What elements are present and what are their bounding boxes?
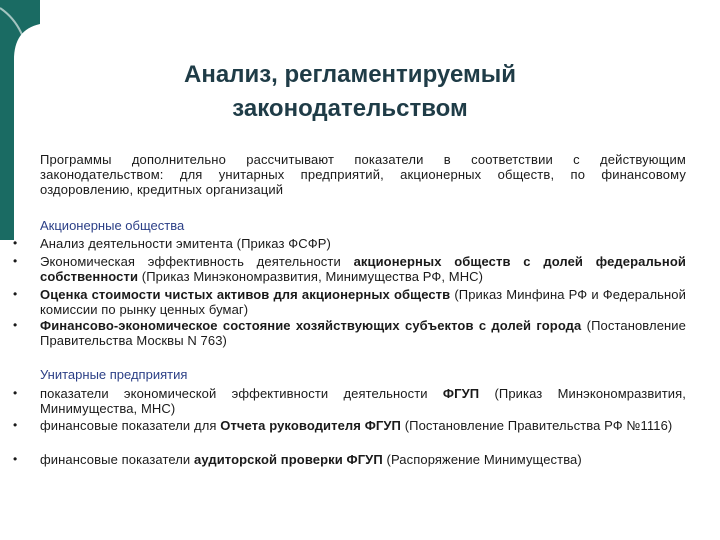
bullet: • — [13, 418, 18, 432]
section-heading-joint-stock: Акционерные общества — [40, 218, 185, 233]
bullet: • — [13, 254, 18, 268]
bullet: • — [13, 386, 18, 400]
list-item: Оценка стоимости чистых активов для акционерных обществ (Приказ Минфина РФ и Федеральной комиссии по рынку ценных бумаг) — [40, 287, 686, 317]
corner-decoration — [0, 0, 40, 240]
bullet: • — [13, 452, 18, 466]
title-line-2: законодательством — [232, 95, 468, 122]
bullet: • — [13, 287, 18, 301]
title-line-1: Анализ, регламентируемый — [184, 61, 516, 88]
list-item: показатели экономической эффективности деятельности ФГУП (Приказ Минэкономразвития, Минимущества, МНС) — [40, 386, 687, 416]
list-item: финансовые показатели аудиторской проверки ФГУП (Распоряжение Минимущества) — [40, 452, 582, 467]
section-heading-unitary: Унитарные предприятия — [40, 367, 188, 382]
list-item: Финансово-экономическое состояние хозяйствующих субъектов с долей города (Постановление Правительства Москвы N 763) — [40, 318, 686, 348]
page-title — [110, 58, 590, 126]
bullet: • — [13, 318, 18, 332]
intro-paragraph: Программы дополнительно рассчитывают показатели в соответствии с действующим законодательством: для унитарных предприятий, акционерных обществ, по финансовому оздоровлению, кредитных организаций — [40, 152, 686, 197]
list-item: Экономическая эффективность деятельности акционерных обществ с долей федеральной собственности (Приказ Минэкономразвития, Минимущества РФ, МНС) — [40, 254, 686, 284]
list-item: финансовые показатели для Отчета руководителя ФГУП (Постановление Правительства РФ №1116) — [40, 418, 673, 433]
list-item: Анализ деятельности эмитента (Приказ ФСФР) — [40, 236, 331, 251]
bullet: • — [13, 236, 18, 250]
